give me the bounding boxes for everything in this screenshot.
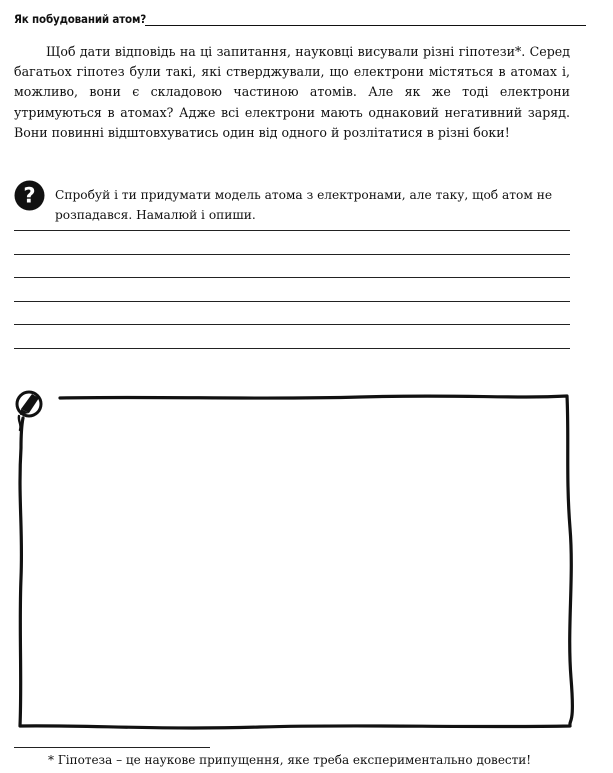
answer-line[interactable] — [14, 324, 570, 325]
footnote: * Гіпотеза – це наукове припущення, яке треба експериментально довести! — [48, 753, 532, 767]
intro-paragraph: Щоб дати відповідь на ці запитання, науковці висували різні гіпотези*. Серед багатьох гіпотез були такі, які стверджували, що електрони містяться в атомах і, можливо, вони є складовою частиною атомів. Але як же тоді електрони утримуються в атомах? Адже всі електрони мають однаковий негативний заряд. Вони повинні відштовхуватись один від одного й розлітатися в різні боки! — [14, 44, 570, 140]
answer-lines — [14, 230, 570, 372]
answer-line[interactable] — [14, 348, 570, 349]
pencil-icon — [17, 392, 41, 430]
svg-text:?: ? — [23, 183, 36, 208]
page-header — [14, 10, 586, 30]
footnote-rule — [14, 747, 210, 748]
header-rule — [145, 25, 586, 26]
answer-line[interactable] — [14, 277, 570, 278]
section-title: Як побудований атом? — [14, 12, 147, 26]
task-instruction: Спробуй і ти придумати модель атома з електронами, але таку, щоб атом не розпадався. Намалюй і опиши. — [55, 188, 553, 222]
answer-line[interactable] — [14, 254, 570, 255]
answer-line[interactable] — [14, 230, 570, 231]
drawing-area[interactable] — [10, 378, 585, 738]
question-icon — [14, 180, 45, 211]
answer-line[interactable] — [14, 301, 570, 302]
